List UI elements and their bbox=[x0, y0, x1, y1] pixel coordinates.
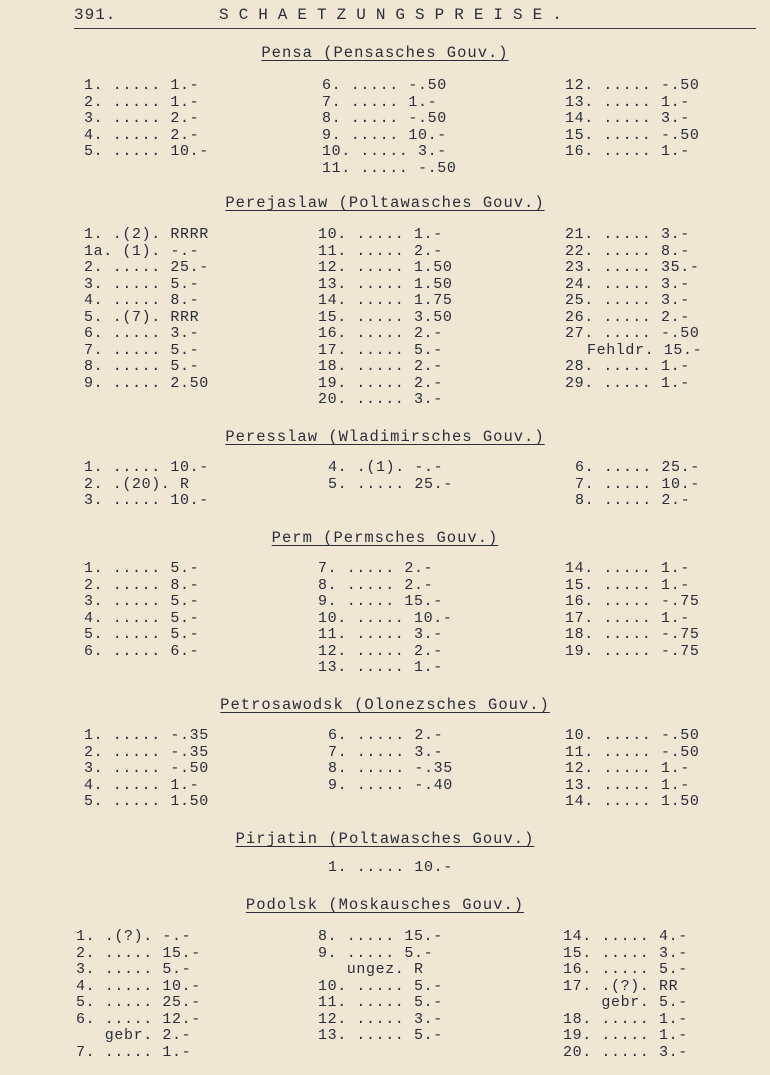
price-entry: 4. ..... 8.- bbox=[84, 292, 200, 309]
price-entry: 14. ..... 1.- bbox=[565, 560, 690, 577]
section-title: Petrosawodsk (Olonezsches Gouv.) bbox=[220, 696, 550, 714]
price-entry: 5. ..... 25.- bbox=[328, 475, 453, 493]
price-entry: 8. ..... -.50 bbox=[322, 110, 447, 127]
price-entry: 17. .(?). RR bbox=[563, 977, 679, 995]
price-entry: 1. ..... 5.- bbox=[84, 560, 200, 577]
price-entry: 2. .(20). R bbox=[84, 475, 190, 493]
price-entry: 13. ..... 1.50 bbox=[318, 275, 453, 293]
price-entry: 13. ..... 1.- bbox=[565, 93, 690, 111]
price-entry: ungez. R bbox=[318, 961, 424, 978]
price-entry: 12. ..... 3.- bbox=[318, 1010, 443, 1028]
price-entry: 7. ..... 3.- bbox=[328, 743, 444, 761]
price-entry: 3. ..... 5.- bbox=[84, 593, 200, 610]
price-entry: 18. ..... 1.- bbox=[563, 1010, 688, 1028]
price-entry: 15. ..... -.50 bbox=[565, 126, 700, 144]
page-title: SCHAETZUNGSPREISE. bbox=[219, 6, 572, 24]
column-1 bbox=[84, 460, 209, 510]
page-header bbox=[74, 6, 756, 32]
column-2 bbox=[328, 860, 453, 877]
price-entry: Fehldr. 15.- bbox=[587, 341, 703, 359]
price-entry: 13. ..... 1.- bbox=[565, 776, 690, 794]
price-entry: 10. ..... 1.- bbox=[318, 226, 443, 243]
column-3 bbox=[565, 78, 699, 161]
price-entry: 15. ..... 3.- bbox=[563, 944, 688, 962]
price-entry: 11. ..... 3.- bbox=[318, 626, 443, 643]
price-entry: 12. ..... 2.- bbox=[318, 642, 443, 660]
price-entry: 6. ..... 3.- bbox=[84, 325, 200, 342]
price-entry: 16. ..... 2.- bbox=[318, 325, 443, 342]
price-entry: 4. ..... 5.- bbox=[84, 609, 200, 627]
price-entry: 3. ..... 10.- bbox=[84, 492, 209, 509]
price-entry: gebr. 2.- bbox=[76, 1027, 192, 1044]
price-entry: 20. ..... 3.- bbox=[563, 1043, 688, 1061]
column-2 bbox=[318, 227, 452, 409]
price-entry: 1. ..... 10.- bbox=[328, 859, 453, 876]
price-entry: 7. ..... 1.- bbox=[76, 1043, 192, 1061]
column-1 bbox=[76, 929, 201, 1061]
price-entry: 18. ..... 2.- bbox=[318, 358, 443, 375]
page-number: 391. bbox=[74, 6, 117, 24]
column-2 bbox=[322, 78, 456, 177]
column-1 bbox=[84, 78, 209, 161]
price-entry: 7. ..... 10.- bbox=[575, 475, 700, 493]
column-2 bbox=[328, 728, 453, 794]
section-title: Pensa (Pensasches Gouv.) bbox=[261, 44, 509, 62]
price-entry: 29. ..... 1.- bbox=[565, 374, 690, 392]
price-entry: 20. ..... 3.- bbox=[318, 391, 443, 408]
price-entry: 5. ..... 10.- bbox=[84, 143, 209, 160]
price-entry: 3. ..... 5.- bbox=[76, 961, 192, 978]
price-entry: 3. ..... 2.- bbox=[84, 110, 200, 127]
column-3 bbox=[575, 460, 700, 510]
section-title: Perm (Permsches Gouv.) bbox=[271, 529, 499, 547]
price-entry: 2. ..... 1.- bbox=[84, 93, 200, 111]
price-entry: 14. ..... 1.75 bbox=[318, 292, 453, 309]
price-entry: 1a. (1). -.- bbox=[84, 242, 200, 260]
price-entry: 6. ..... 2.- bbox=[328, 727, 444, 744]
price-entry: 10. ..... 10.- bbox=[318, 609, 453, 627]
price-entry: 11. ..... 2.- bbox=[318, 242, 443, 260]
price-entry: 13. ..... 1.- bbox=[318, 659, 443, 676]
column-1 bbox=[84, 227, 209, 392]
price-entry: 6. ..... -.50 bbox=[322, 77, 447, 94]
price-entry: 16. ..... -.75 bbox=[565, 593, 700, 610]
section-title: Podolsk (Moskausches Gouv.) bbox=[245, 896, 525, 914]
price-entry: 10. ..... -.50 bbox=[565, 727, 700, 744]
price-entry: 15. ..... 1.- bbox=[565, 576, 690, 594]
price-entry: 16. ..... 5.- bbox=[563, 961, 688, 978]
price-entry: 19. ..... 1.- bbox=[563, 1027, 688, 1044]
column-2 bbox=[318, 929, 443, 1045]
price-entry: 1. ..... -.35 bbox=[84, 727, 209, 744]
price-entry: 27. ..... -.50 bbox=[565, 325, 700, 342]
price-entry: 11. ..... -.50 bbox=[565, 743, 700, 761]
price-entry: 4. ..... 2.- bbox=[84, 126, 200, 144]
price-entry: 5. ..... 5.- bbox=[84, 626, 200, 643]
column-3 bbox=[565, 561, 699, 660]
column-3 bbox=[565, 728, 699, 811]
price-entry: 3. ..... -.50 bbox=[84, 760, 209, 777]
price-entry: 14. ..... 4.- bbox=[563, 928, 688, 945]
price-entry: 4. .(1). -.- bbox=[328, 459, 444, 476]
price-entry: 6. ..... 6.- bbox=[84, 642, 200, 660]
price-entry: 3. ..... 5.- bbox=[84, 275, 200, 293]
section-title: Pirjatin (Poltawasches Gouv.) bbox=[235, 830, 535, 848]
price-entry: 9. ..... 2.50 bbox=[84, 374, 209, 392]
price-entry: 26. ..... 2.- bbox=[565, 308, 690, 326]
price-entry: 11. ..... -.50 bbox=[322, 159, 457, 177]
column-3 bbox=[565, 227, 702, 392]
price-entry: 9. ..... -.40 bbox=[328, 776, 453, 794]
price-entry: 15. ..... 3.50 bbox=[318, 308, 453, 326]
price-entry: 14. ..... 3.- bbox=[565, 110, 690, 127]
column-2 bbox=[318, 561, 452, 677]
price-entry: 17. ..... 1.- bbox=[565, 609, 690, 627]
price-entry: 19. ..... -.75 bbox=[565, 642, 700, 660]
price-entry: 10. ..... 3.- bbox=[322, 143, 447, 160]
price-entry: 8. ..... 15.- bbox=[318, 928, 443, 945]
column-1 bbox=[84, 728, 209, 811]
price-entry: 12. ..... 1.- bbox=[565, 760, 690, 777]
price-entry: 1. ..... 1.- bbox=[84, 77, 200, 94]
price-entry: 19. ..... 2.- bbox=[318, 374, 443, 392]
price-entry: 8. ..... 2.- bbox=[575, 492, 691, 509]
price-entry: 4. ..... 1.- bbox=[84, 776, 200, 794]
price-entry: 1. ..... 10.- bbox=[84, 459, 209, 476]
price-entry: 12. ..... 1.50 bbox=[318, 259, 453, 276]
price-entry: 5. ..... 25.- bbox=[76, 994, 201, 1011]
price-entry: 8. ..... 5.- bbox=[84, 358, 200, 375]
price-entry: 17. ..... 5.- bbox=[318, 341, 443, 359]
price-entry: 2. ..... -.35 bbox=[84, 743, 209, 761]
price-entry: 24. ..... 3.- bbox=[565, 275, 690, 293]
column-3 bbox=[563, 929, 688, 1061]
price-entry: 2. ..... 25.- bbox=[84, 259, 209, 276]
price-entry: 22. ..... 8.- bbox=[565, 242, 690, 260]
price-entry: 1. .(?). -.- bbox=[76, 928, 192, 945]
price-entry: 14. ..... 1.50 bbox=[565, 793, 700, 810]
price-entry: 2. ..... 15.- bbox=[76, 944, 201, 962]
price-entry: 11. ..... 5.- bbox=[318, 994, 443, 1011]
price-entry: 8. ..... -.35 bbox=[328, 760, 453, 777]
price-entry: 28. ..... 1.- bbox=[565, 358, 690, 375]
price-entry: 25. ..... 3.- bbox=[565, 292, 690, 309]
section-title: Peresslaw (Wladimirsches Gouv.) bbox=[225, 428, 545, 446]
price-entry: 21. ..... 3.- bbox=[565, 226, 690, 243]
header-rule bbox=[74, 28, 756, 29]
price-entry: 4. ..... 10.- bbox=[76, 977, 201, 995]
price-entry: 9. ..... 5.- bbox=[318, 944, 434, 962]
column-2 bbox=[328, 460, 453, 493]
price-entry: 13. ..... 5.- bbox=[318, 1027, 443, 1044]
price-entry: 7. ..... 5.- bbox=[84, 341, 200, 359]
price-entry: 7. ..... 2.- bbox=[318, 560, 434, 577]
price-entry: 10. ..... 5.- bbox=[318, 977, 443, 995]
price-entry: 1. .(2). RRRR bbox=[84, 226, 209, 243]
price-entry: 6. ..... 25.- bbox=[575, 459, 700, 476]
price-entry: 8. ..... 2.- bbox=[318, 576, 434, 594]
price-entry: 5. .(7). RRR bbox=[84, 308, 200, 326]
price-entry: gebr. 5.- bbox=[563, 994, 688, 1011]
price-entry: 5. ..... 1.50 bbox=[84, 793, 209, 810]
price-entry: 12. ..... -.50 bbox=[565, 77, 700, 94]
price-entry: 9. ..... 15.- bbox=[318, 593, 443, 610]
price-entry: 16. ..... 1.- bbox=[565, 143, 690, 160]
price-entry: 23. ..... 35.- bbox=[565, 259, 700, 276]
price-entry: 6. ..... 12.- bbox=[76, 1010, 201, 1028]
section-title: Perejaslaw (Poltawasches Gouv.) bbox=[225, 194, 545, 212]
price-entry: 9. ..... 10.- bbox=[322, 126, 447, 144]
price-entry: 7. ..... 1.- bbox=[322, 93, 438, 111]
column-1 bbox=[84, 561, 199, 660]
price-entry: 2. ..... 8.- bbox=[84, 576, 200, 594]
price-entry: 18. ..... -.75 bbox=[565, 626, 700, 643]
